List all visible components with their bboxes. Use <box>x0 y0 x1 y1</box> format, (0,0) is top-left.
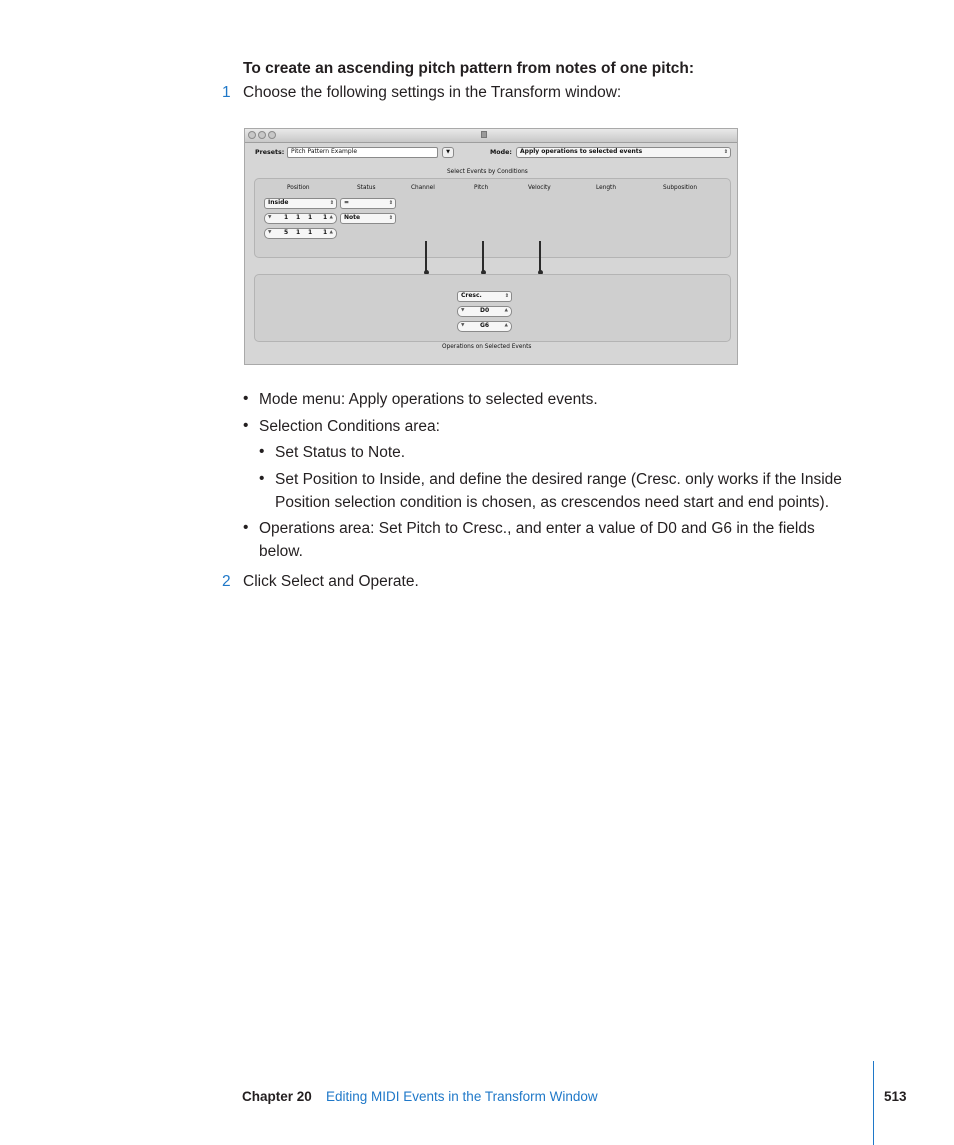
decrement-icon: ▼ <box>461 308 465 313</box>
zoom-icon <box>268 131 276 139</box>
updown-arrows-icon: ⇕ <box>723 149 728 155</box>
step-text-2: Click Select and Operate. <box>243 573 419 590</box>
column-length: Length <box>596 185 616 191</box>
mode-popup[interactable] <box>516 147 731 158</box>
increment-icon: ▲ <box>329 230 333 235</box>
position-end-bar: 5 <box>284 229 289 236</box>
pitch-value-1: D0 <box>480 307 490 314</box>
bullet-operations-area: Operations area: Set Pitch to Cresc., and enter a value of D0 and G6 in the fields below. <box>259 520 815 560</box>
footer-chapter-title: Editing MIDI Events in the Transform Window <box>326 1089 598 1104</box>
pitch-operation-value: Cresc. <box>461 292 482 299</box>
pitch-operation-popup[interactable] <box>457 291 512 302</box>
position-start-beat: 1 <box>296 214 301 221</box>
column-pitch: Pitch <box>474 185 489 191</box>
position-start-bar: 1 <box>284 214 289 221</box>
column-status: Status <box>357 185 376 191</box>
presets-dropdown-button[interactable] <box>442 147 454 158</box>
column-channel: Channel <box>411 185 435 191</box>
position-end-stepper[interactable] <box>264 228 337 239</box>
position-start-tick: 1 <box>323 214 328 221</box>
status-value: Note <box>344 214 361 221</box>
bullet-set-position: Set Position to Inside, and define the desired range (Cresc. only works if the Inside Position selection condition is chosen, as crescendos need start and end points). <box>275 471 842 511</box>
status-condition-value: = <box>344 199 350 206</box>
operations-title: Operations on Selected Events <box>442 344 532 350</box>
position-start-division: 1 <box>308 214 313 221</box>
close-icon <box>248 131 256 139</box>
bullet-marker: • <box>259 470 265 487</box>
column-subposition: Subposition <box>663 185 697 191</box>
bullet-marker: • <box>243 390 249 407</box>
position-start-stepper[interactable] <box>264 213 337 224</box>
increment-icon: ▲ <box>504 323 508 328</box>
status-condition-popup[interactable] <box>340 198 396 209</box>
increment-icon: ▲ <box>329 215 333 220</box>
footer-divider <box>873 1061 874 1145</box>
step-number-2: 2 <box>222 573 231 590</box>
bullet-marker: • <box>243 417 249 434</box>
bullet-selection-conditions: Selection Conditions area: <box>259 418 440 435</box>
position-end-tick: 1 <box>323 229 328 236</box>
chevron-down-icon: ▼ <box>446 149 450 155</box>
pitch-value-1-stepper[interactable] <box>457 306 512 317</box>
mode-label: Mode: <box>490 149 512 156</box>
column-position: Position <box>287 185 310 191</box>
decrement-icon: ▼ <box>268 230 272 235</box>
minimize-icon <box>258 131 266 139</box>
section-heading: To create an ascending pitch pattern from notes of one pitch: <box>243 60 694 77</box>
position-end-division: 1 <box>308 229 313 236</box>
updown-arrows-icon: ⇕ <box>388 215 393 221</box>
updown-arrows-icon: ⇕ <box>504 293 509 299</box>
presets-field[interactable]: Pitch Pattern Example <box>287 147 438 158</box>
position-condition-popup[interactable] <box>264 198 337 209</box>
select-events-title: Select Events by Conditions <box>447 169 528 175</box>
column-velocity: Velocity <box>528 185 551 191</box>
document-icon <box>481 131 487 138</box>
pitch-value-2: G6 <box>480 322 490 329</box>
bullet-set-status: Set Status to Note. <box>275 444 406 461</box>
bullet-marker: • <box>259 443 265 460</box>
decrement-icon: ▼ <box>461 323 465 328</box>
position-end-beat: 1 <box>296 229 301 236</box>
updown-arrows-icon: ⇕ <box>329 200 334 206</box>
presets-label: Presets: <box>255 149 285 156</box>
updown-arrows-icon: ⇕ <box>388 200 393 206</box>
step-text-1: Choose the following settings in the Transform window: <box>243 84 622 101</box>
footer-chapter: Chapter 20 <box>242 1089 312 1104</box>
transform-window-screenshot <box>244 128 738 365</box>
status-value-popup[interactable] <box>340 213 396 224</box>
page-number: 513 <box>884 1089 907 1104</box>
bullet-mode-menu: Mode menu: Apply operations to selected events. <box>259 391 598 408</box>
position-condition-value: Inside <box>268 199 289 206</box>
bullet-marker: • <box>243 519 249 536</box>
mode-popup-value: Apply operations to selected events <box>520 148 643 155</box>
step-number-1: 1 <box>222 84 231 101</box>
decrement-icon: ▼ <box>268 215 272 220</box>
pitch-value-2-stepper[interactable] <box>457 321 512 332</box>
window-titlebar <box>245 129 737 143</box>
increment-icon: ▲ <box>504 308 508 313</box>
